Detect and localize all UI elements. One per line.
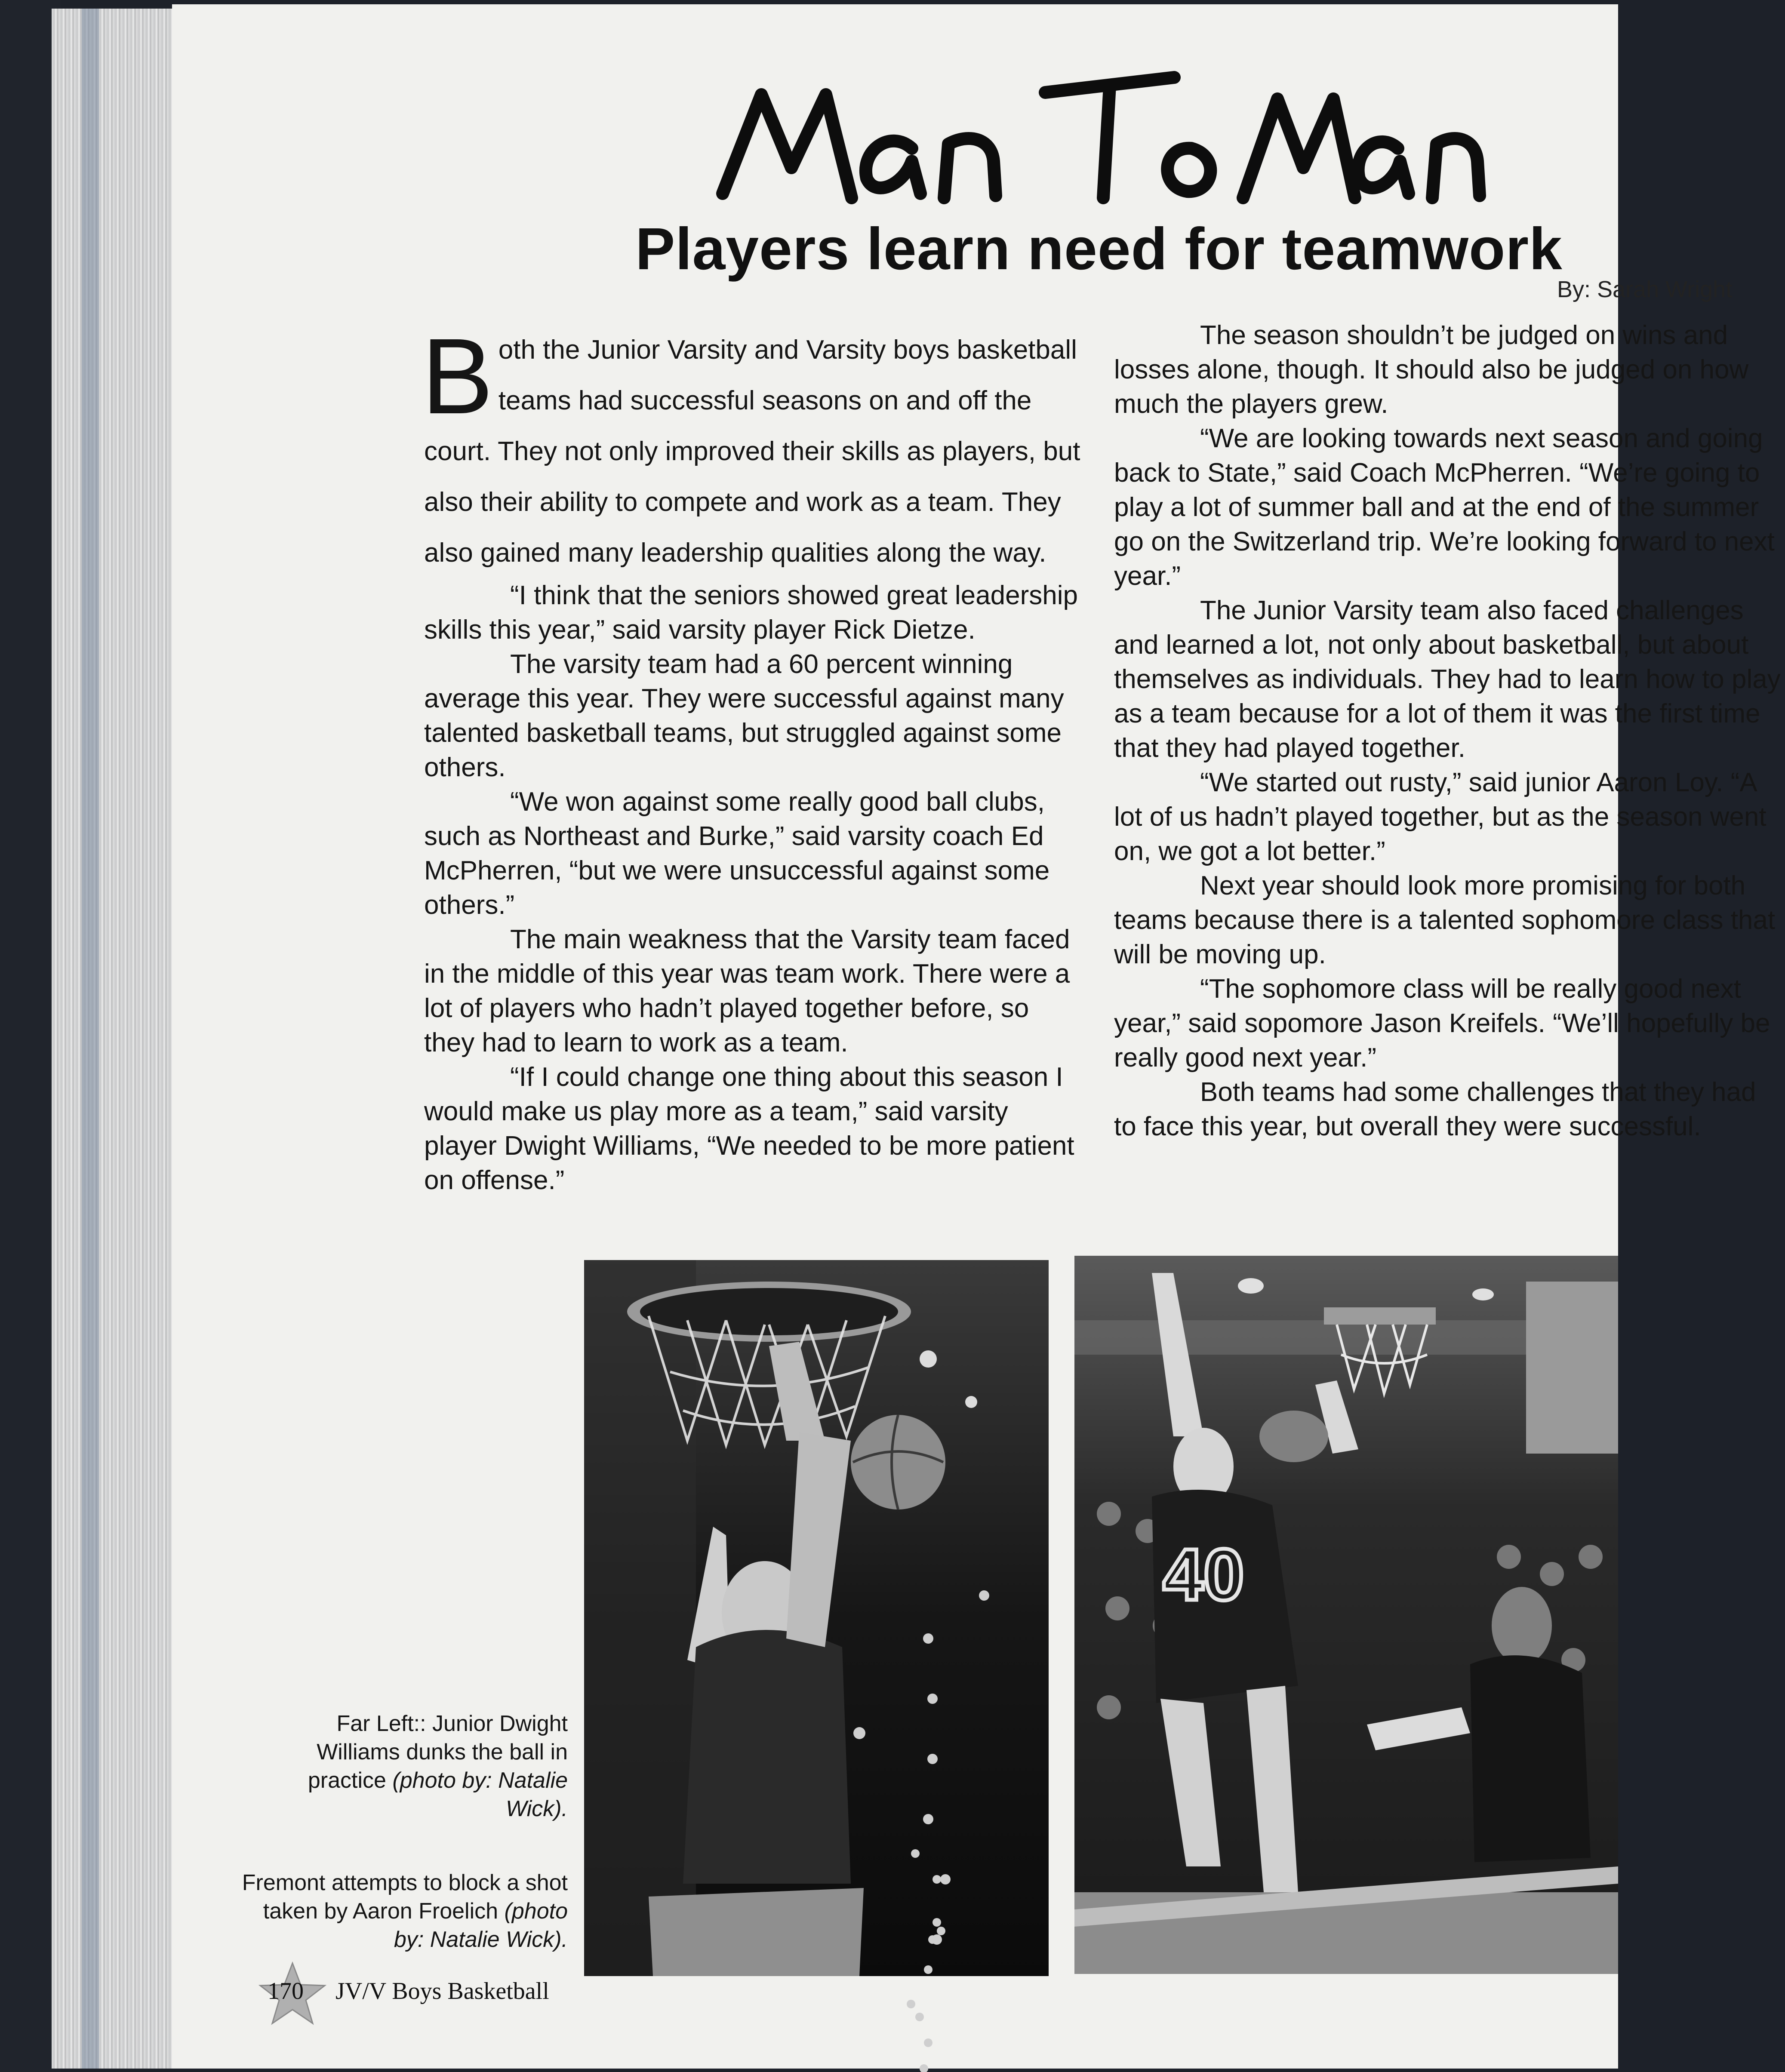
photo-credit: (photo by: Natalie Wick).	[392, 1768, 568, 1821]
page-number: 170	[268, 1978, 304, 2004]
article-paragraph: “I think that the seniors showed great leadership skills this year,” said varsity player Rick Dietze.	[424, 581, 1078, 645]
dunk-photo-illustration	[584, 1260, 1049, 1976]
photo-caption-dunk	[249, 1709, 568, 1823]
drop-cap: B	[422, 316, 493, 436]
article-paragraph: The Junior Varsity team also faced challenges and learned a lot, not only about basketball, but about themselves as individuals. They had to learn how to play as a team because for a lot of them it was the first time that they had played together.	[1114, 596, 1781, 763]
article-column-right	[1114, 318, 1785, 1144]
article-paragraph: The main weakness that the Varsity team faced in the middle of this year was team work. There were a lot of players who hadn’t played together before, so they had to learn to work as a team.	[424, 925, 1070, 1058]
article-lead-paragraph: oth the Junior Varsity and Varsity boys basketball teams had successful seasons on and off the court. They not only improved their skills as players, but also their ability to compete and work as a team. They also gained many leadership qualities along the way.	[424, 335, 1080, 568]
section-title: JV/V Boys Basketball	[335, 1978, 549, 2004]
block-photo-illustration	[1074, 1256, 1618, 1974]
article-column-left	[422, 316, 1086, 1198]
photo-credit: (photo by: Natalie Wick).	[394, 1899, 568, 1952]
headline-man-to-man	[710, 69, 1484, 211]
photo-caption-block	[241, 1869, 568, 1954]
article-paragraph: Next year should look more promising for both teams because there is a talented sophomore class that will be moving up.	[1114, 871, 1776, 969]
caption-text: Fremont attempts to block a shot taken by Aaron Froelich	[242, 1870, 568, 1924]
page-edges-tint	[82, 9, 99, 2069]
article-paragraph: “The sophomore class will be really good next year,” said sopomore Jason Kreifels. “We’ll hopefully be really good next year.”	[1114, 974, 1770, 1073]
jersey-number: 40	[1163, 1534, 1244, 1616]
page-edges	[52, 9, 181, 2069]
article-paragraph: “If I could change one thing about this season I would make us play more as a team,” said varsity player Dwight Williams, “We needed to be more patient on offense.”	[424, 1062, 1074, 1195]
caption-text: Far Left:: Junior Dwight Williams dunks the ball in practice	[308, 1711, 568, 1793]
article-paragraph: “We won against some really good ball clubs, such as Northeast and Burke,” said varsity coach Ed McPherren, “but we were unsuccessful against some others.”	[424, 787, 1050, 920]
article-paragraph: The season shouldn’t be judged on wins and losses alone, though. It should also be judged on how much the players grew.	[1114, 320, 1749, 419]
byline: By: Sarah Wright	[1557, 277, 1733, 302]
article-paragraph: “We are looking towards next season and going back to State,” said Coach McPherren. “We’re going to play a lot of summer ball and at the end of the summer go on the Switzerland trip. We’re looking forward to next year.”	[1114, 424, 1775, 591]
page-footer	[258, 1961, 585, 2021]
book-spine	[0, 0, 60, 2072]
article-paragraph: The varsity team had a 60 percent winning average this year. They were successful against many talented basketball teams, but struggled against some others.	[424, 649, 1064, 782]
photo-block-attempt	[1074, 1256, 1618, 1974]
article-paragraph: “We started out rusty,” said junior Aaron Loy. “A lot of us hadn’t played together, but as the season went on, we got a lot better.”	[1114, 768, 1767, 866]
photo-dunk	[584, 1260, 1049, 1976]
article-paragraph: Both teams had some challenges that they had to face this year, but overall they were successful.	[1114, 1077, 1756, 1141]
subheadline: Players learn need for teamwork	[635, 216, 1563, 282]
